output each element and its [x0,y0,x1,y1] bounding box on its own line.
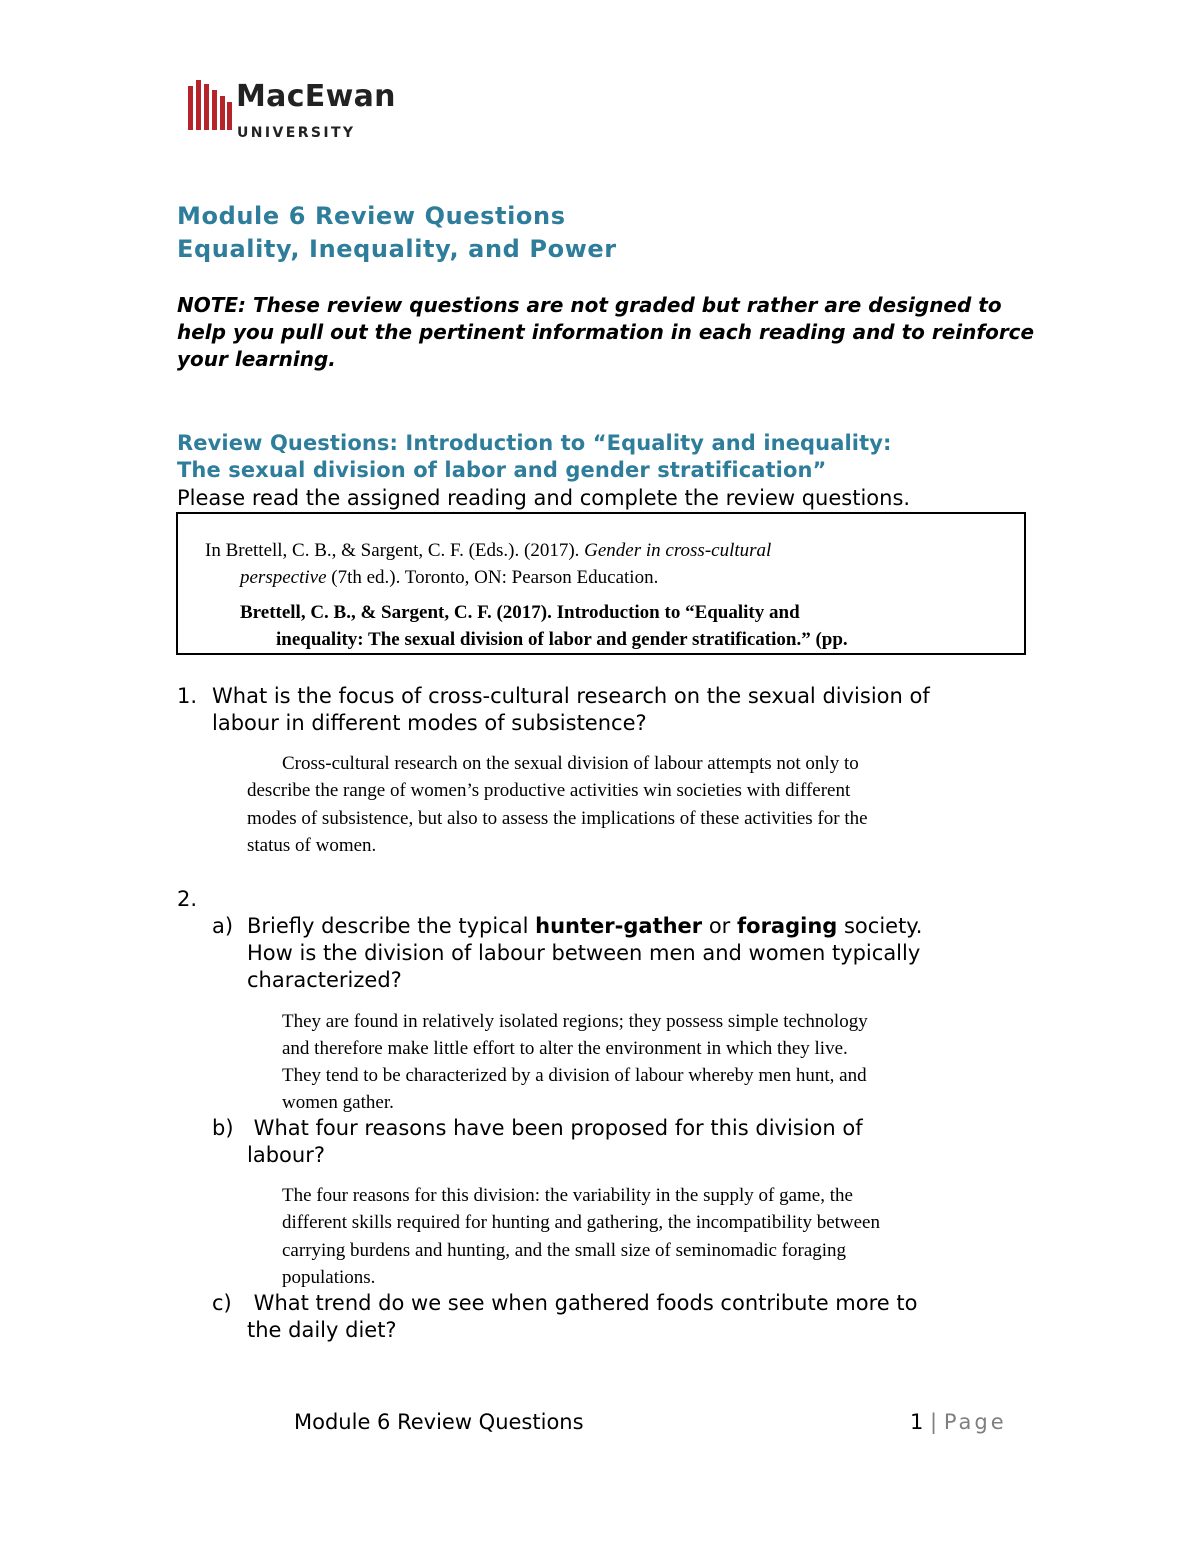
answer-2b-line1: The four reasons for this division: the variability in the supply of game, the [282,1185,853,1206]
reference-line-2: perspective (7th ed.). Toronto, ON: Pearson Education. [240,567,659,588]
note-paragraph: NOTE: These review questions are not graded but rather are designed to help you pull out the pertinent information in each reading and to reinforce your learning. [177,293,1035,371]
question-2a-label: a) [212,914,234,938]
answer-1-line1: Cross-cultural research on the sexual division of labour attempts not only to [282,753,859,774]
question-2c-line2: the daily diet? [247,1318,397,1342]
footer-title: Module 6 Review Questions [294,1410,584,1434]
answer-1-line3: modes of subsistence, but also to assess the implications of these activities for the [247,808,868,829]
footer-page-label: Page [943,1410,1007,1434]
section-instruction: Please read the assigned reading and complete the review questions. [177,486,911,510]
reference-line-1: In Brettell, C. B., & Sargent, C. F. (Eds.). (2017). Gender in cross-cultural [205,540,772,561]
question-2a-line1: Briefly describe the typical hunter-gather or foraging society. [247,914,923,938]
answer-2b-line3: carrying burdens and hunting, and the small size of seminomadic foraging [282,1240,847,1261]
question-1-line1: What is the focus of cross-cultural research on the sexual division of [212,684,930,708]
logo-wordmark: MacEwan [236,79,396,114]
logo-mark-icon [188,80,232,130]
answer-2a-line2: and therefore make little effort to alter the environment in which they live. [282,1038,848,1059]
question-2b-line1: What four reasons have been proposed for this division of [247,1116,863,1140]
answer-1-line2: describe the range of women’s productive activities win societies with different [247,780,851,801]
question-2a-line3: characterized? [247,968,402,992]
answer-2a-line4: women gather. [282,1092,394,1113]
section-heading-line1: Review Questions: Introduction to “Equality and inequality: [177,431,892,455]
question-2b-label: b) [212,1116,234,1140]
answer-2b-line4: populations. [282,1267,376,1288]
page-subtitle: Equality, Inequality, and Power [177,235,617,263]
footer-page-number: 1 | Page [910,1410,1007,1434]
question-2c-line1: What trend do we see when gathered foods contribute more to [247,1291,918,1315]
section-heading-line2: The sexual division of labor and gender stratification” [177,458,827,482]
answer-2b-line2: different skills required for hunting and gathering, the incompatibility between [282,1212,880,1233]
question-1-line2: labour in different modes of subsistence? [212,711,647,735]
reference-line-4: inequality: The sexual division of labor and gender stratification.” (pp. [276,629,848,650]
question-2b-line2: labour? [247,1143,325,1167]
page-title: Module 6 Review Questions [177,202,566,230]
reference-box [176,512,1026,655]
answer-2a-line1: They are found in relatively isolated regions; they possess simple technology [282,1011,868,1032]
logo-subtext: UNIVERSITY [237,125,356,141]
reference-book-title: Gender in cross-cultural [584,540,772,561]
answer-1-line4: status of women. [247,835,377,856]
question-1-number: 1. [177,684,198,708]
question-2a-line2: How is the division of labour between men and women typically [247,941,921,965]
term-hunter-gather: hunter-gather [535,914,703,938]
macewan-logo [188,80,418,144]
reference-line-3: Brettell, C. B., & Sargent, C. F. (2017). Introduction to “Equality and [240,602,800,623]
question-2-number: 2. [177,887,198,911]
question-2c-label: c) [212,1291,232,1315]
term-foraging: foraging [737,914,838,938]
answer-2a-line3: They tend to be characterized by a division of labour whereby men hunt, and [282,1065,867,1086]
